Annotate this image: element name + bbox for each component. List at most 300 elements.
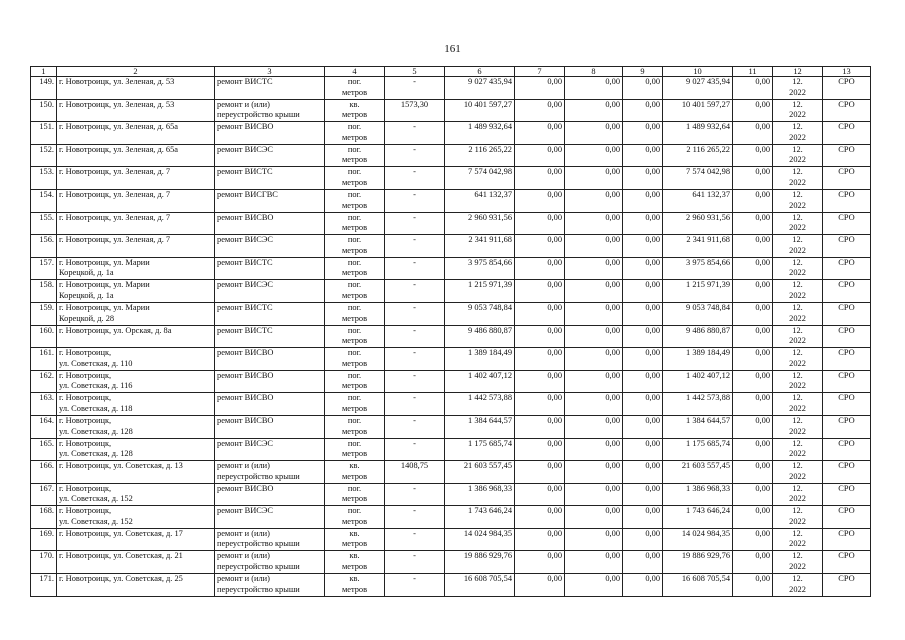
completion-date-cell bbox=[773, 393, 823, 416]
completion-date-cell bbox=[773, 167, 823, 190]
unit-cell-line: метров bbox=[341, 132, 368, 142]
work-type-cell-line: переустройство крыши bbox=[217, 539, 300, 549]
fund-regional-cell: 0,00 bbox=[565, 235, 623, 258]
address-cell-line: г. Новотроицк, bbox=[59, 415, 112, 425]
address-cell-line: г. Новотроицк, ул. Марии bbox=[59, 302, 150, 312]
fund-owners-cell: 1 389 184,49 bbox=[663, 348, 733, 371]
address-cell-line: г. Новотроицк, ул. Зеленая, д. 65а bbox=[59, 144, 179, 154]
fund-regional-cell: 0,00 bbox=[565, 77, 623, 100]
fund-federal-cell: 0,00 bbox=[515, 189, 565, 212]
completion-date-cell bbox=[773, 506, 823, 529]
fund-method-cell: СРО bbox=[823, 77, 871, 100]
unit-cell-line: пог. bbox=[347, 415, 362, 425]
fund-federal-cell: 0,00 bbox=[515, 551, 565, 574]
fund-local-cell: 0,00 bbox=[623, 280, 663, 303]
address-cell bbox=[57, 189, 215, 212]
column-number: 12 bbox=[773, 67, 823, 77]
table-row bbox=[31, 415, 871, 438]
completion-date-cell-line: 2022 bbox=[789, 381, 806, 391]
unit-cell-line: метров bbox=[341, 155, 368, 165]
work-type-cell-line: ремонт и (или) bbox=[217, 551, 270, 561]
fund-federal-cell: 0,00 bbox=[515, 122, 565, 145]
fund-federal-cell: 0,00 bbox=[515, 302, 565, 325]
unit-cell-line: пог. bbox=[347, 189, 362, 199]
fund-local-cell: 0,00 bbox=[623, 144, 663, 167]
completion-date-cell-line: 12. bbox=[792, 551, 803, 561]
column-number: 6 bbox=[445, 67, 515, 77]
total-cost-cell: 1 384 644,57 bbox=[445, 415, 515, 438]
column-number: 13 bbox=[823, 67, 871, 77]
address-cell bbox=[57, 370, 215, 393]
area-cell: - bbox=[385, 483, 445, 506]
fund-other-cell: 0,00 bbox=[733, 280, 773, 303]
completion-date-cell bbox=[773, 77, 823, 100]
fund-local-cell: 0,00 bbox=[623, 302, 663, 325]
fund-method-cell: СРО bbox=[823, 122, 871, 145]
completion-date-cell-line: 2022 bbox=[789, 336, 806, 346]
area-cell: - bbox=[385, 348, 445, 371]
unit-cell-line: пог. bbox=[347, 393, 362, 403]
total-cost-cell: 1 215 971,39 bbox=[445, 280, 515, 303]
work-type-cell bbox=[215, 506, 325, 529]
fund-owners-cell: 9 053 748,84 bbox=[663, 302, 733, 325]
address-cell bbox=[57, 348, 215, 371]
fund-other-cell: 0,00 bbox=[733, 393, 773, 416]
unit-cell-line: пог. bbox=[347, 144, 362, 154]
fund-regional-cell: 0,00 bbox=[565, 483, 623, 506]
completion-date-cell bbox=[773, 348, 823, 371]
fund-regional-cell: 0,00 bbox=[565, 461, 623, 484]
unit-cell bbox=[325, 325, 385, 348]
fund-other-cell: 0,00 bbox=[733, 144, 773, 167]
completion-date-cell-line: 2022 bbox=[789, 539, 806, 549]
address-cell-line: г. Новотроицк, ул. Марии bbox=[59, 257, 150, 267]
fund-method-cell: СРО bbox=[823, 461, 871, 484]
unit-cell-line: пог. bbox=[347, 302, 362, 312]
unit-cell-line: пог. bbox=[347, 77, 362, 86]
fund-other-cell: 0,00 bbox=[733, 370, 773, 393]
fund-local-cell: 0,00 bbox=[623, 506, 663, 529]
fund-federal-cell: 0,00 bbox=[515, 144, 565, 167]
unit-cell bbox=[325, 77, 385, 100]
fund-regional-cell: 0,00 bbox=[565, 167, 623, 190]
completion-date-cell-line: 2022 bbox=[789, 177, 806, 187]
fund-method-cell: СРО bbox=[823, 393, 871, 416]
fund-federal-cell: 0,00 bbox=[515, 506, 565, 529]
total-cost-cell: 1 386 968,33 bbox=[445, 483, 515, 506]
unit-cell-line: метров bbox=[341, 449, 368, 459]
fund-method-cell: СРО bbox=[823, 325, 871, 348]
address-cell bbox=[57, 574, 215, 597]
row-number: 165. bbox=[31, 438, 57, 461]
completion-date-cell-line: 2022 bbox=[789, 110, 806, 120]
completion-date-cell bbox=[773, 438, 823, 461]
work-type-cell-line: переустройство крыши bbox=[217, 562, 300, 572]
completion-date-cell bbox=[773, 551, 823, 574]
table-row bbox=[31, 506, 871, 529]
fund-local-cell: 0,00 bbox=[623, 167, 663, 190]
work-type-cell-line: ремонт ВИСТС bbox=[217, 302, 273, 312]
unit-cell bbox=[325, 370, 385, 393]
fund-local-cell: 0,00 bbox=[623, 370, 663, 393]
completion-date-cell-line: 2022 bbox=[789, 471, 806, 481]
work-type-cell-line: переустройство крыши bbox=[217, 110, 300, 120]
table-row bbox=[31, 189, 871, 212]
fund-method-cell: СРО bbox=[823, 370, 871, 393]
row-number: 150. bbox=[31, 99, 57, 122]
fund-local-cell: 0,00 bbox=[623, 189, 663, 212]
fund-method-cell: СРО bbox=[823, 280, 871, 303]
total-cost-cell: 7 574 042,98 bbox=[445, 167, 515, 190]
address-cell-line: ул. Советская, д. 128 bbox=[59, 449, 133, 459]
work-type-cell-line: ремонт ВИСВО bbox=[217, 348, 274, 358]
fund-regional-cell: 0,00 bbox=[565, 415, 623, 438]
fund-other-cell: 0,00 bbox=[733, 122, 773, 145]
unit-cell-line: пог. bbox=[347, 325, 362, 335]
address-cell-line: г. Новотроицк, bbox=[59, 483, 112, 493]
completion-date-cell bbox=[773, 370, 823, 393]
column-number: 7 bbox=[515, 67, 565, 77]
fund-other-cell: 0,00 bbox=[733, 574, 773, 597]
area-cell: - bbox=[385, 280, 445, 303]
unit-cell bbox=[325, 574, 385, 597]
fund-federal-cell: 0,00 bbox=[515, 167, 565, 190]
completion-date-cell-line: 2022 bbox=[789, 268, 806, 278]
completion-date-cell-line: 2022 bbox=[789, 403, 806, 413]
fund-method-cell: СРО bbox=[823, 99, 871, 122]
completion-date-cell-line: 12. bbox=[792, 348, 803, 358]
fund-owners-cell: 7 574 042,98 bbox=[663, 167, 733, 190]
area-cell: 1408,75 bbox=[385, 461, 445, 484]
unit-cell bbox=[325, 302, 385, 325]
completion-date-cell bbox=[773, 461, 823, 484]
unit-cell-line: пог. bbox=[347, 348, 362, 358]
completion-date-cell bbox=[773, 212, 823, 235]
area-cell: - bbox=[385, 302, 445, 325]
unit-cell-line: пог. bbox=[347, 122, 362, 132]
fund-local-cell: 0,00 bbox=[623, 348, 663, 371]
completion-date-cell-line: 2022 bbox=[789, 426, 806, 436]
work-type-cell bbox=[215, 348, 325, 371]
fund-method-cell: СРО bbox=[823, 528, 871, 551]
fund-regional-cell: 0,00 bbox=[565, 302, 623, 325]
fund-owners-cell: 14 024 984,35 bbox=[663, 528, 733, 551]
completion-date-cell-line: 12. bbox=[792, 302, 803, 312]
table-row bbox=[31, 122, 871, 145]
work-type-cell-line: переустройство крыши bbox=[217, 471, 300, 481]
area-cell: - bbox=[385, 189, 445, 212]
area-cell: - bbox=[385, 235, 445, 258]
fund-owners-cell: 1 402 407,12 bbox=[663, 370, 733, 393]
fund-local-cell: 0,00 bbox=[623, 528, 663, 551]
fund-federal-cell: 0,00 bbox=[515, 348, 565, 371]
column-number: 8 bbox=[565, 67, 623, 77]
row-number: 171. bbox=[31, 574, 57, 597]
unit-cell bbox=[325, 483, 385, 506]
completion-date-cell-line: 2022 bbox=[789, 223, 806, 233]
table-row bbox=[31, 528, 871, 551]
completion-date-cell-line: 12. bbox=[792, 167, 803, 177]
column-number: 10 bbox=[663, 67, 733, 77]
work-type-cell-line: ремонт и (или) bbox=[217, 574, 270, 584]
total-cost-cell: 9 027 435,94 bbox=[445, 77, 515, 100]
fund-owners-cell: 9 486 880,87 bbox=[663, 325, 733, 348]
work-type-cell-line: ремонт и (или) bbox=[217, 461, 270, 471]
address-cell bbox=[57, 551, 215, 574]
row-number: 153. bbox=[31, 167, 57, 190]
fund-method-cell: СРО bbox=[823, 144, 871, 167]
address-cell-line: г. Новотроицк, bbox=[59, 393, 112, 403]
area-cell: - bbox=[385, 551, 445, 574]
address-cell-line: г. Новотроицк, ул. Зеленая, д. 7 bbox=[59, 212, 171, 222]
work-type-cell-line: ремонт ВИСТС bbox=[217, 167, 273, 177]
fund-other-cell: 0,00 bbox=[733, 528, 773, 551]
completion-date-cell bbox=[773, 144, 823, 167]
completion-date-cell-line: 2022 bbox=[789, 584, 806, 594]
address-cell-line: ул. Советская, д. 110 bbox=[59, 358, 133, 368]
total-cost-cell: 2 116 265,22 bbox=[445, 144, 515, 167]
fund-other-cell: 0,00 bbox=[733, 167, 773, 190]
address-cell-line: г. Новотроицк, ул. Советская, д. 21 bbox=[59, 551, 183, 561]
completion-date-cell-line: 12. bbox=[792, 99, 803, 109]
completion-date-cell bbox=[773, 483, 823, 506]
unit-cell-line: пог. bbox=[347, 506, 362, 516]
unit-cell-line: метров bbox=[341, 494, 368, 504]
fund-regional-cell: 0,00 bbox=[565, 370, 623, 393]
fund-method-cell: СРО bbox=[823, 551, 871, 574]
work-type-cell bbox=[215, 167, 325, 190]
address-cell bbox=[57, 167, 215, 190]
fund-owners-cell: 2 116 265,22 bbox=[663, 144, 733, 167]
column-number-row bbox=[31, 67, 871, 77]
work-type-cell-line: ремонт и (или) bbox=[217, 528, 270, 538]
unit-cell-line: метров bbox=[341, 177, 368, 187]
work-type-cell bbox=[215, 483, 325, 506]
completion-date-cell-line: 12. bbox=[792, 235, 803, 245]
address-cell bbox=[57, 122, 215, 145]
row-number: 160. bbox=[31, 325, 57, 348]
row-number: 170. bbox=[31, 551, 57, 574]
table-row bbox=[31, 438, 871, 461]
completion-date-cell bbox=[773, 325, 823, 348]
work-type-cell-line: ремонт ВИСВО bbox=[217, 212, 274, 222]
work-type-cell-line: ремонт ВИСТС bbox=[217, 77, 273, 86]
row-number: 156. bbox=[31, 235, 57, 258]
address-cell-line: г. Новотроицк, ул. Зеленая, д. 53 bbox=[59, 77, 175, 86]
fund-method-cell: СРО bbox=[823, 506, 871, 529]
fund-owners-cell: 1 442 573,88 bbox=[663, 393, 733, 416]
fund-local-cell: 0,00 bbox=[623, 483, 663, 506]
work-type-cell bbox=[215, 99, 325, 122]
unit-cell-line: пог. bbox=[347, 167, 362, 177]
address-cell-line: г. Новотроицк, ул. Марии bbox=[59, 280, 150, 290]
unit-cell bbox=[325, 167, 385, 190]
address-cell-line: г. Новотроицк, ул. Зеленая, д. 65а bbox=[59, 122, 179, 132]
unit-cell-line: пог. bbox=[347, 212, 362, 222]
completion-date-cell-line: 12. bbox=[792, 212, 803, 222]
address-cell-line: г. Новотроицк, ул. Зеленая, д. 7 bbox=[59, 235, 171, 245]
unit-cell-line: кв. bbox=[349, 461, 360, 471]
completion-date-cell-line: 12. bbox=[792, 393, 803, 403]
completion-date-cell-line: 12. bbox=[792, 438, 803, 448]
unit-cell bbox=[325, 189, 385, 212]
fund-regional-cell: 0,00 bbox=[565, 325, 623, 348]
unit-cell bbox=[325, 280, 385, 303]
area-cell: - bbox=[385, 77, 445, 100]
total-cost-cell: 641 132,37 bbox=[445, 189, 515, 212]
area-cell: - bbox=[385, 370, 445, 393]
address-cell-line: Корецкой, д. 1а bbox=[59, 290, 114, 300]
address-cell-line: г. Новотроицк, bbox=[59, 348, 112, 358]
fund-other-cell: 0,00 bbox=[733, 551, 773, 574]
fund-federal-cell: 0,00 bbox=[515, 438, 565, 461]
address-cell-line: г. Новотроицк, ул. Зеленая, д. 53 bbox=[59, 99, 175, 109]
unit-cell-line: пог. bbox=[347, 438, 362, 448]
table-row bbox=[31, 461, 871, 484]
address-cell bbox=[57, 77, 215, 100]
unit-cell bbox=[325, 212, 385, 235]
total-cost-cell: 16 608 705,54 bbox=[445, 574, 515, 597]
fund-local-cell: 0,00 bbox=[623, 122, 663, 145]
area-cell: - bbox=[385, 506, 445, 529]
fund-owners-cell: 2 341 911,68 bbox=[663, 235, 733, 258]
fund-other-cell: 0,00 bbox=[733, 257, 773, 280]
fund-owners-cell: 2 960 931,56 bbox=[663, 212, 733, 235]
fund-other-cell: 0,00 bbox=[733, 438, 773, 461]
completion-date-cell-line: 12. bbox=[792, 280, 803, 290]
fund-owners-cell: 9 027 435,94 bbox=[663, 77, 733, 100]
table-row bbox=[31, 393, 871, 416]
address-cell bbox=[57, 483, 215, 506]
fund-owners-cell: 16 608 705,54 bbox=[663, 574, 733, 597]
fund-federal-cell: 0,00 bbox=[515, 235, 565, 258]
completion-date-cell-line: 2022 bbox=[789, 132, 806, 142]
table-row bbox=[31, 167, 871, 190]
fund-local-cell: 0,00 bbox=[623, 212, 663, 235]
completion-date-cell-line: 12. bbox=[792, 122, 803, 132]
column-number: 3 bbox=[215, 67, 325, 77]
fund-federal-cell: 0,00 bbox=[515, 370, 565, 393]
table-row bbox=[31, 235, 871, 258]
address-cell-line: ул. Советская, д. 116 bbox=[59, 381, 133, 391]
fund-other-cell: 0,00 bbox=[733, 99, 773, 122]
work-type-cell-line: ремонт ВИСЭС bbox=[217, 438, 273, 448]
work-type-cell-line: ремонт и (или) bbox=[217, 99, 270, 109]
address-cell-line: г. Новотроицк, ул. Орская, д. 8а bbox=[59, 325, 172, 335]
fund-regional-cell: 0,00 bbox=[565, 189, 623, 212]
work-type-cell bbox=[215, 461, 325, 484]
fund-method-cell: СРО bbox=[823, 189, 871, 212]
row-number: 157. bbox=[31, 257, 57, 280]
unit-cell-line: метров bbox=[341, 381, 368, 391]
completion-date-cell bbox=[773, 528, 823, 551]
unit-cell bbox=[325, 257, 385, 280]
work-type-cell bbox=[215, 551, 325, 574]
work-type-cell bbox=[215, 415, 325, 438]
fund-method-cell: СРО bbox=[823, 574, 871, 597]
table-row bbox=[31, 348, 871, 371]
fund-owners-cell: 1 743 646,24 bbox=[663, 506, 733, 529]
fund-regional-cell: 0,00 bbox=[565, 574, 623, 597]
work-type-cell bbox=[215, 438, 325, 461]
work-type-cell bbox=[215, 325, 325, 348]
fund-federal-cell: 0,00 bbox=[515, 528, 565, 551]
work-type-cell bbox=[215, 235, 325, 258]
completion-date-cell bbox=[773, 257, 823, 280]
area-cell: - bbox=[385, 212, 445, 235]
fund-other-cell: 0,00 bbox=[733, 77, 773, 100]
work-type-cell-line: ремонт ВИСВО bbox=[217, 370, 274, 380]
completion-date-cell bbox=[773, 415, 823, 438]
completion-date-cell bbox=[773, 99, 823, 122]
completion-date-cell bbox=[773, 302, 823, 325]
row-number: 158. bbox=[31, 280, 57, 303]
unit-cell-line: метров bbox=[341, 313, 368, 323]
fund-owners-cell: 21 603 557,45 bbox=[663, 461, 733, 484]
work-type-cell bbox=[215, 144, 325, 167]
table-row bbox=[31, 325, 871, 348]
completion-date-cell-line: 2022 bbox=[789, 290, 806, 300]
fund-federal-cell: 0,00 bbox=[515, 77, 565, 100]
address-cell bbox=[57, 461, 215, 484]
row-number: 168. bbox=[31, 506, 57, 529]
work-type-cell bbox=[215, 212, 325, 235]
total-cost-cell: 1 489 932,64 bbox=[445, 122, 515, 145]
table-row bbox=[31, 212, 871, 235]
row-number: 154. bbox=[31, 189, 57, 212]
completion-date-cell-line: 12. bbox=[792, 574, 803, 584]
completion-date-cell-line: 12. bbox=[792, 325, 803, 335]
unit-cell-line: кв. bbox=[349, 99, 360, 109]
fund-other-cell: 0,00 bbox=[733, 235, 773, 258]
address-cell bbox=[57, 144, 215, 167]
total-cost-cell: 3 975 854,66 bbox=[445, 257, 515, 280]
unit-cell-line: метров bbox=[341, 87, 368, 97]
table-row bbox=[31, 99, 871, 122]
fund-method-cell: СРО bbox=[823, 483, 871, 506]
fund-other-cell: 0,00 bbox=[733, 325, 773, 348]
row-number: 166. bbox=[31, 461, 57, 484]
total-cost-cell: 2 341 911,68 bbox=[445, 235, 515, 258]
address-cell-line: Корецкой, д. 1а bbox=[59, 268, 114, 278]
fund-local-cell: 0,00 bbox=[623, 461, 663, 484]
fund-local-cell: 0,00 bbox=[623, 77, 663, 100]
unit-cell bbox=[325, 506, 385, 529]
fund-regional-cell: 0,00 bbox=[565, 280, 623, 303]
fund-owners-cell: 1 384 644,57 bbox=[663, 415, 733, 438]
table-row bbox=[31, 483, 871, 506]
unit-cell-line: метров bbox=[341, 562, 368, 572]
unit-cell bbox=[325, 122, 385, 145]
completion-date-cell-line: 2022 bbox=[789, 155, 806, 165]
fund-local-cell: 0,00 bbox=[623, 438, 663, 461]
address-cell bbox=[57, 506, 215, 529]
fund-federal-cell: 0,00 bbox=[515, 393, 565, 416]
unit-cell-line: метров bbox=[341, 471, 368, 481]
row-number: 164. bbox=[31, 415, 57, 438]
fund-local-cell: 0,00 bbox=[623, 99, 663, 122]
address-cell-line: г. Новотроицк, ул. Советская, д. 17 bbox=[59, 528, 183, 538]
unit-cell-line: метров bbox=[341, 516, 368, 526]
unit-cell-line: метров bbox=[341, 584, 368, 594]
page-number: 161 bbox=[444, 43, 461, 55]
work-type-cell bbox=[215, 528, 325, 551]
fund-method-cell: СРО bbox=[823, 415, 871, 438]
fund-regional-cell: 0,00 bbox=[565, 144, 623, 167]
fund-local-cell: 0,00 bbox=[623, 551, 663, 574]
completion-date-cell-line: 2022 bbox=[789, 358, 806, 368]
fund-owners-cell: 3 975 854,66 bbox=[663, 257, 733, 280]
